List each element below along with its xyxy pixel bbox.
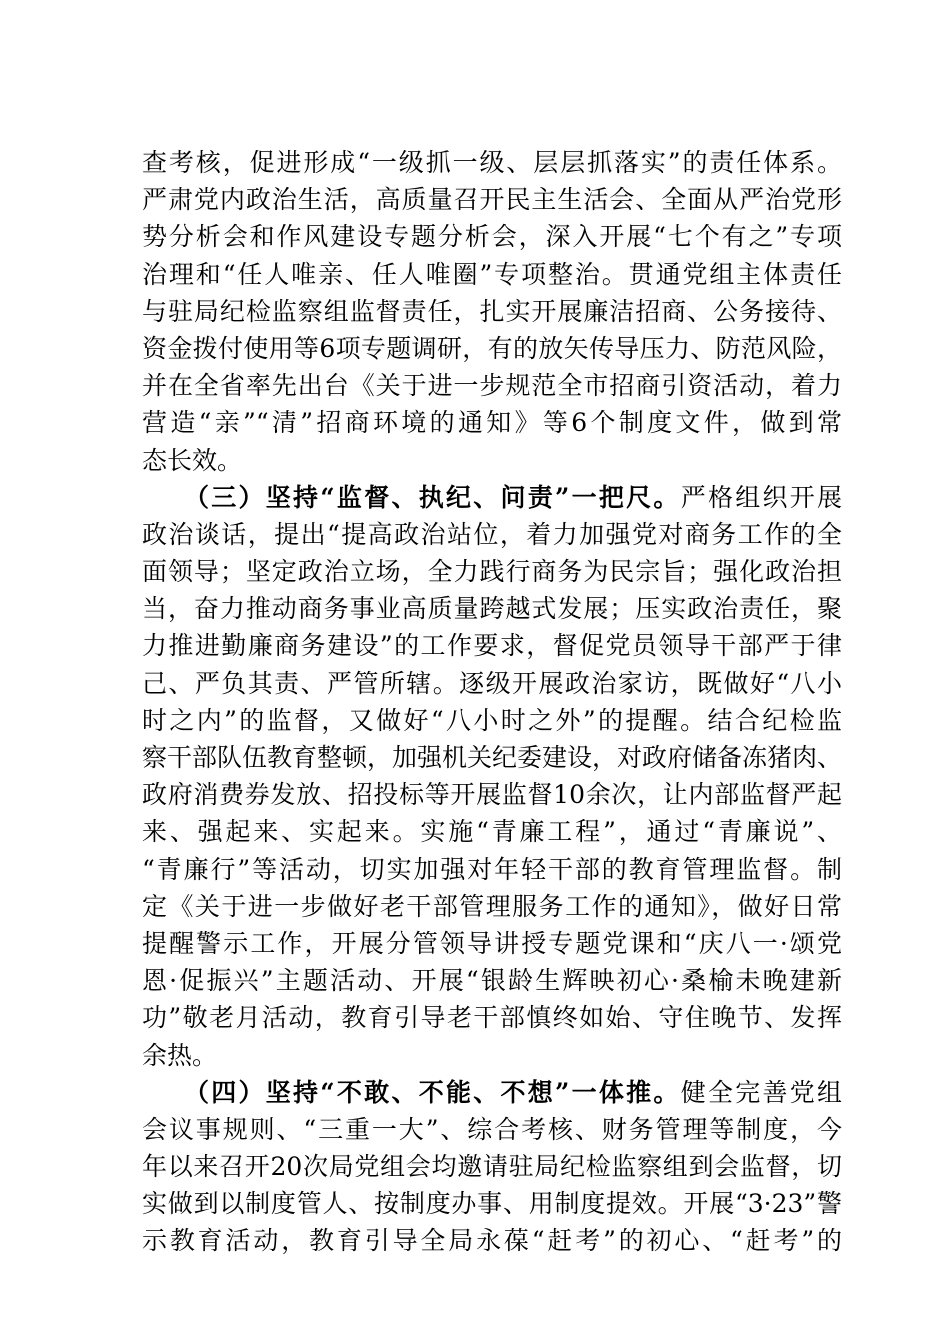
text-line: 当，奋力推动商务事业高质量跨越式发展；压实政治责任，聚 (142, 594, 842, 624)
paragraph-responsibility-system (142, 144, 842, 479)
section-supervision (142, 479, 842, 1074)
text-line: “青廉行”等活动，切实加强对年轻干部的教育管理监督。制 (142, 854, 842, 884)
text-line: 定《关于进一步做好老干部管理服务工作的通知》，做好日常 (142, 891, 842, 921)
text-line: 并在全省率先出台《关于进一步规范全市招商引资活动，着力 (142, 371, 842, 401)
text-line: 政治谈话，提出“提高政治站位，着力加强党对商务工作的全 (142, 519, 842, 549)
text-line: 面领导；坚定政治立场，全力践行商务为民宗旨；强化政治担 (142, 557, 842, 587)
section-first-line (142, 479, 842, 516)
document-body (142, 144, 842, 1260)
text-fragment: 严格组织开展 (680, 482, 842, 512)
text-line: 恩·促振兴”主题活动、开展“银龄生辉映初心·桑榆未晚建新 (142, 966, 842, 996)
text-line: 与驻局纪检监察组监督责任，扎实开展廉洁招商、公务接待、 (142, 296, 842, 326)
text-line: 年以来召开20次局党组会均邀请驻局纪检监察组到会监督，切 (142, 1152, 842, 1182)
text-line: 严肃党内政治生活，高质量召开民主生活会、全面从严治党形 (142, 185, 842, 215)
text-line: 查考核，促进形成“一级抓一级、层层抓落实”的责任体系。 (142, 148, 842, 177)
section-integrity (142, 1074, 842, 1260)
text-line: 察干部队伍教育整顿，加强机关纪委建设，对政府储备冻猪肉、 (142, 743, 843, 772)
text-line: 示教育活动，教育引导全局永葆“赶考”的初心、“赶考”的 (142, 1226, 842, 1256)
text-line: 己、严负其责、严管所辖。逐级开展政治家访，既做好“八小 (142, 668, 842, 698)
text-line: 实做到以制度管人、按制度办事、用制度提效。开展“3·23”警 (142, 1189, 842, 1219)
text-fragment: 健全完善党组 (680, 1077, 842, 1107)
section-heading: （三）坚持“监督、执纪、问责”一把尺。 (184, 482, 681, 512)
text-line: 营造“亲”“清”招商环境的通知》等6个制度文件，做到常 (142, 408, 842, 438)
text-line: 治理和“任人唯亲、任人唯圈”专项整治。贯通党组主体责任 (142, 259, 842, 289)
text-line: 力推进勤廉商务建设”的工作要求，督促党员领导干部严于律 (142, 631, 842, 661)
text-line: 时之内”的监督，又做好“八小时之外”的提醒。结合纪检监 (142, 705, 842, 735)
text-line: 势分析会和作风建设专题分析会，深入开展“七个有之”专项 (142, 222, 842, 252)
text-line: 态长效。 (142, 445, 243, 475)
text-line: 政府消费券发放、招投标等开展监督10余次，让内部监督严起 (142, 780, 842, 810)
text-line: 余热。 (142, 1040, 218, 1070)
section-first-line (142, 1074, 842, 1111)
text-line: 来、强起来、实起来。实施“青廉工程”，通过“青廉说”、 (142, 817, 842, 847)
section-heading: （四）坚持“不敢、不能、不想”一体推。 (184, 1077, 681, 1107)
text-line: 资金拨付使用等6项专题调研，有的放矢传导压力、防范风险， (142, 333, 842, 363)
text-line: 提醒警示工作，开展分管领导讲授专题党课和“庆八一·颂党 (142, 928, 842, 958)
text-line: 功”敬老月活动，教育引导老干部慎终如始、守住晚节、发挥 (142, 1003, 842, 1033)
text-line: 会议事规则、“三重一大”、综合考核、财务管理等制度，今 (142, 1114, 842, 1144)
